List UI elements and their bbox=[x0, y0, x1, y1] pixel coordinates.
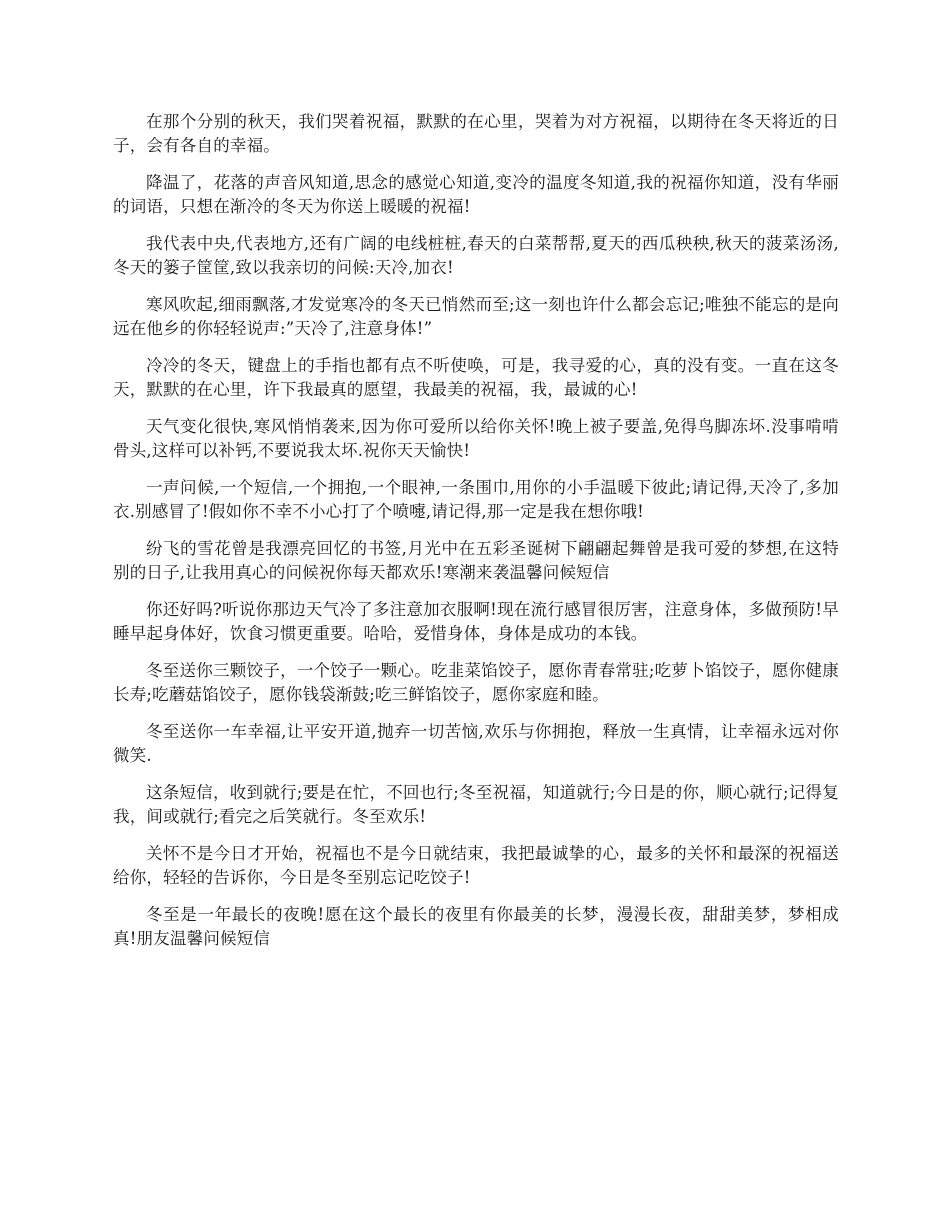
paragraph: 我代表中央,代表地方,还有广阔的电线桩桩,春天的白菜帮帮,夏天的西瓜秧秧,秋天的菠菜汤汤,冬天的篓子筐筐,致以我亲切的问候:天冷,加衣! bbox=[113, 234, 839, 277]
paragraph: 冷冷的冬天，键盘上的手指也都有点不听使唤，可是，我寻爱的心，真的没有变。一直在这冬天，默默的在心里，许下我最真的愿望，我最美的祝福，我，最诚的心! bbox=[113, 356, 839, 399]
paragraph: 在那个分别的秋天，我们哭着祝福，默默的在心里，哭着为对方祝福，以期待在冬天将近的日子，会有各自的幸福。 bbox=[113, 112, 839, 155]
paragraph: 冬至送你一车幸福,让平安开道,抛弃一切苦恼,欢乐与你拥抱，释放一生真情，让幸福永远对你微笑. bbox=[113, 722, 839, 765]
paragraph: 这条短信，收到就行;要是在忙，不回也行;冬至祝福，知道就行;今日是的你，顺心就行;记得复我，间或就行;看完之后笑就行。冬至欢乐! bbox=[113, 783, 839, 826]
paragraph: 降温了，花落的声音风知道,思念的感觉心知道,变冷的温度冬知道,我的祝福你知道，没有华丽的词语，只想在渐冷的冬天为你送上暖暖的祝福! bbox=[113, 173, 839, 216]
document-body bbox=[113, 110, 839, 964]
paragraph: 天气变化很快,寒风悄悄袭来,因为你可爱所以给你关怀!晚上被子要盖,免得鸟脚冻坏.没事啃啃骨头,这样可以补钙,不要说我太坏.祝你天天愉快! bbox=[113, 417, 839, 460]
paragraph: 关怀不是今日才开始，祝福也不是今日就结束，我把最诚挚的心，最多的关怀和最深的祝福送给你，轻轻的告诉你，今日是冬至别忘记吃饺子! bbox=[113, 844, 839, 887]
paragraph: 你还好吗?听说你那边天气冷了多注意加衣服啊!现在流行感冒很厉害，注意身体，多做预防!早睡早起身体好，饮食习惯更重要。哈哈，爱惜身体，身体是成功的本钱。 bbox=[113, 600, 839, 643]
paragraph: 一声问候,一个短信,一个拥抱,一个眼神,一条围巾,用你的小手温暖下彼此;请记得,天冷了,多加衣.别感冒了!假如你不幸不小心打了个喷嚏,请记得,那一定是我在想你哦! bbox=[113, 478, 839, 521]
paragraph: 冬至是一年最长的夜晚!愿在这个最长的夜里有你最美的长梦，漫漫长夜，甜甜美梦，梦相成真!朋友温馨问候短信 bbox=[113, 905, 839, 948]
paragraph: 纷飞的雪花曾是我漂亮回忆的书签,月光中在五彩圣诞树下翩翩起舞曾是我可爱的梦想,在这特别的日子,让我用真心的问候祝你每天都欢乐!寒潮来袭温馨问候短信 bbox=[113, 539, 839, 582]
paragraph: 冬至送你三颗饺子，一个饺子一颗心。吃韭菜馅饺子，愿你青春常驻;吃萝卜馅饺子，愿你健康长寿;吃蘑菇馅饺子，愿你钱袋渐鼓;吃三鲜馅饺子，愿你家庭和睦。 bbox=[113, 661, 839, 704]
paragraph: 寒风吹起,细雨飘落,才发觉寒冷的冬天已悄然而至;这一刻也许什么都会忘记;唯独不能忘的是向远在他乡的你轻轻说声:”天冷了,注意身体!” bbox=[113, 295, 839, 338]
